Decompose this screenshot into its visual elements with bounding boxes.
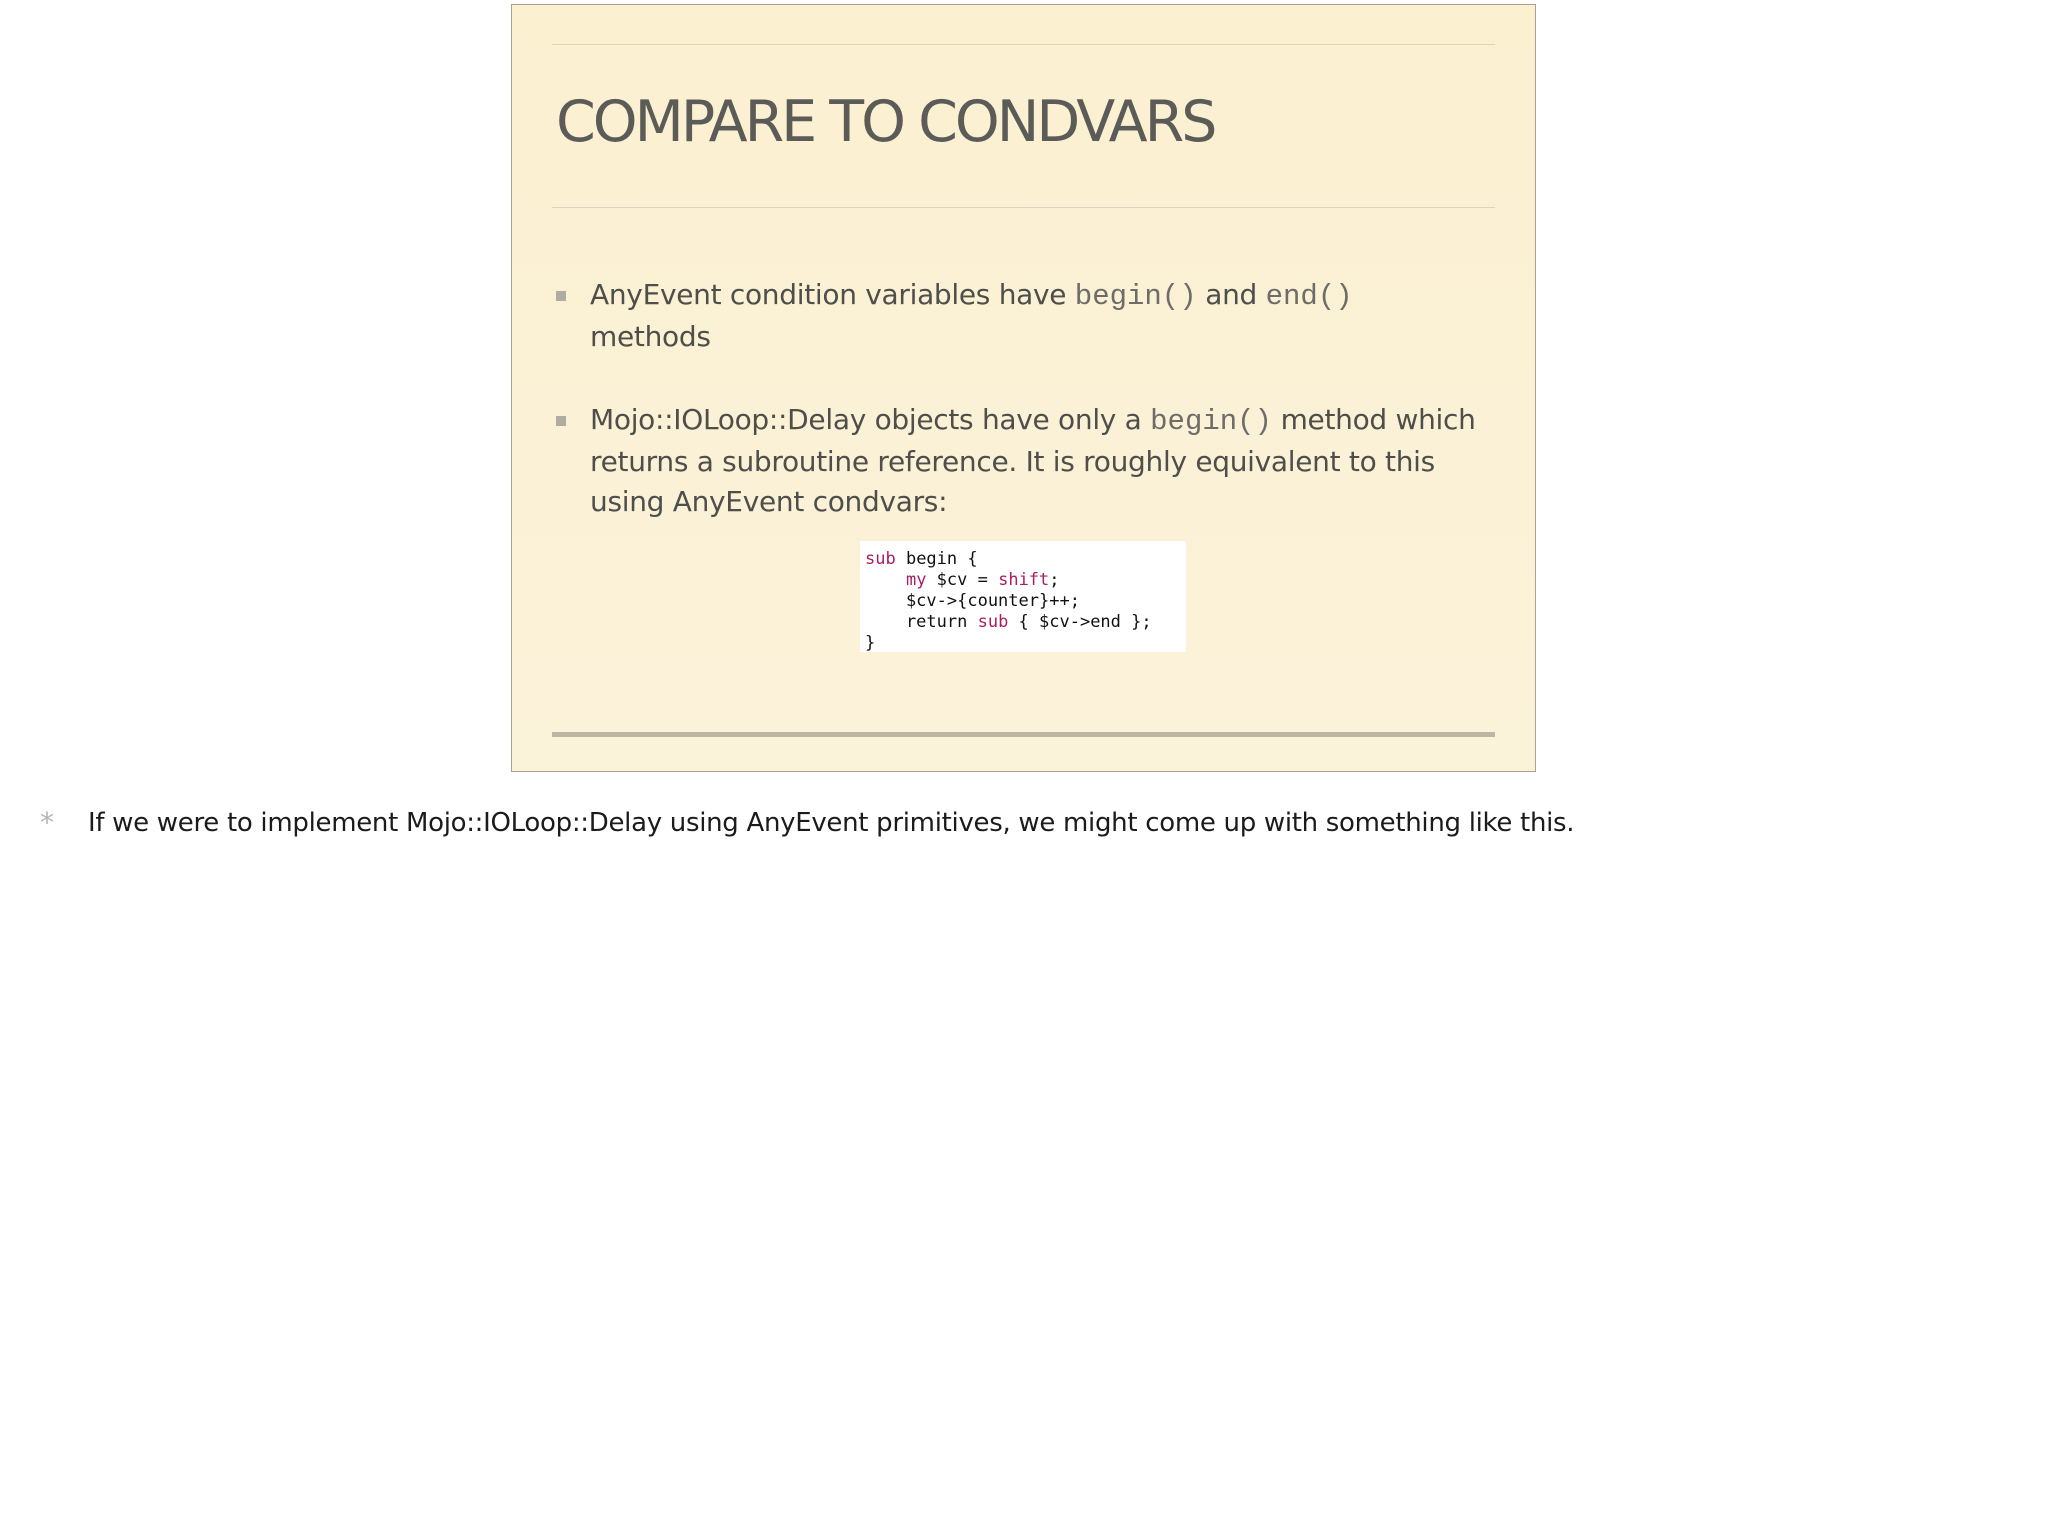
slide-title: COMPARE TO CONDVARS xyxy=(556,89,1215,155)
bullet-text: method which returns a subroutine reference. It is roughly equivalent to this using AnyEvent condvars: xyxy=(590,403,1476,518)
code-keyword: my xyxy=(905,570,927,590)
code-token: ; xyxy=(1049,570,1060,590)
note-marker: * xyxy=(40,806,54,839)
code-line xyxy=(865,633,1181,652)
inline-code: begin() xyxy=(1150,405,1272,438)
slide-top-rule xyxy=(552,44,1495,45)
code-keyword: sub xyxy=(977,612,1009,632)
bullet-square-icon xyxy=(556,291,566,301)
code-line xyxy=(865,591,1181,612)
code-token: { $cv->end }; xyxy=(1008,612,1152,632)
code-token xyxy=(865,570,906,590)
bullet-text: Mojo::IOLoop::Delay objects have only a xyxy=(590,403,1151,436)
code-keyword: sub xyxy=(865,549,896,569)
slide-bottom-rule xyxy=(552,732,1495,737)
bullet-text: and xyxy=(1196,278,1266,311)
note-text: If we were to implement Mojo::IOLoop::Delay using AnyEvent primitives, we might come up with something like this. xyxy=(88,808,1575,838)
bullet-text: AnyEvent condition variables have xyxy=(590,278,1075,311)
code-token: begin { xyxy=(895,549,978,569)
bullet-list xyxy=(556,275,1476,522)
inline-code: begin() xyxy=(1074,280,1197,313)
bullet-item xyxy=(556,275,1476,357)
code-line xyxy=(865,612,1181,633)
code-line xyxy=(865,570,1181,591)
code-token: } xyxy=(865,633,876,652)
slide-title-rule xyxy=(552,207,1495,208)
bullet-text: methods xyxy=(590,320,711,353)
code-line xyxy=(865,549,1181,570)
bullet-square-icon xyxy=(556,416,566,426)
bullet-item xyxy=(556,400,1476,522)
code-snippet xyxy=(860,541,1186,652)
code-token: $cv = xyxy=(926,570,999,590)
inline-code: end() xyxy=(1265,280,1353,313)
code-token: $cv->{counter}++; xyxy=(865,591,1080,611)
code-token: return xyxy=(865,612,978,632)
code-keyword: shift xyxy=(998,570,1050,590)
slide xyxy=(511,4,1536,772)
